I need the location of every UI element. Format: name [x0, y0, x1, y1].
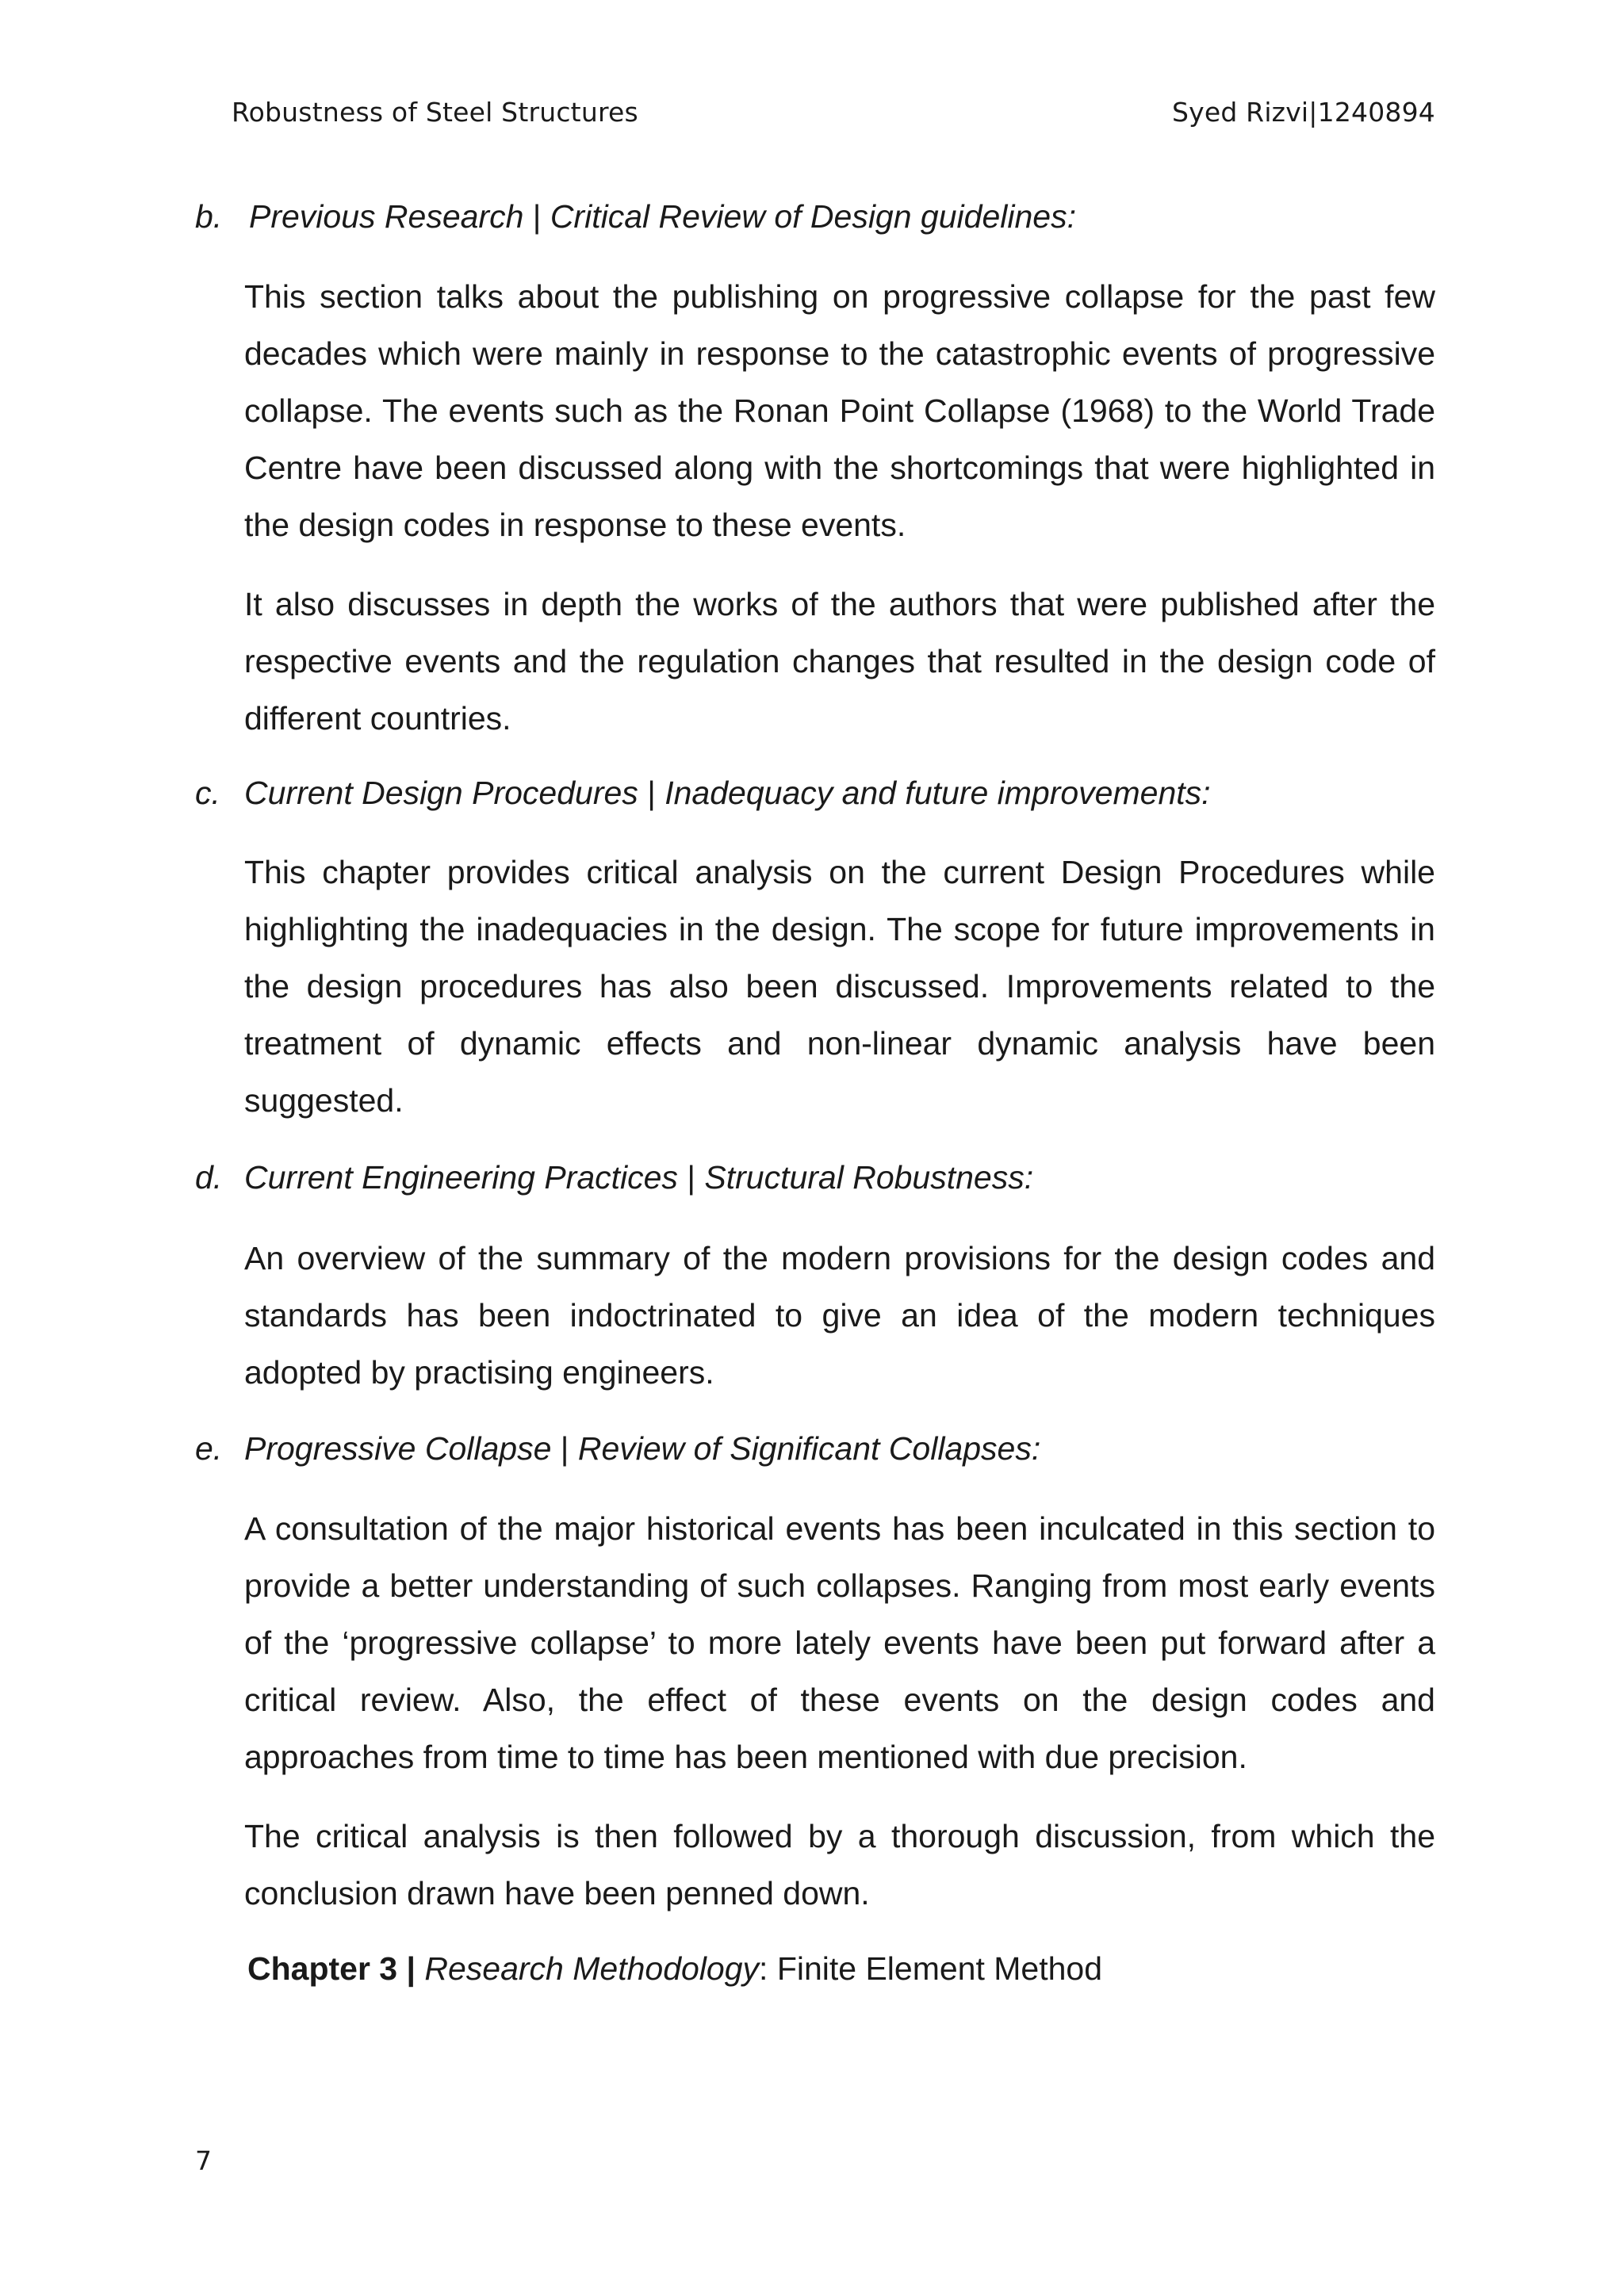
section-title-sub: Inadequacy and future improvements:: [665, 775, 1211, 811]
chapter-heading: [247, 1949, 1102, 1988]
section-title-main: Previous Research: [249, 198, 524, 235]
paragraph: This section talks about the publishing on progressive collapse for the past few decades which were mainly in response to the catastrophic events of progressive collapse. The events such as the Ronan Point Collapse (1968) to the World Trade Centre have been discussed along with the shortcomings that were highlighted in the design codes in response to these events.: [244, 278, 1435, 543]
section-title-separator: |: [638, 775, 665, 811]
section-title-main: Progressive Collapse: [244, 1430, 552, 1467]
header-title: Robustness of Steel Structures: [232, 97, 638, 128]
section-title-separator: |: [677, 1159, 705, 1196]
page-number: 7: [195, 2145, 212, 2176]
paragraph: It also discusses in depth the works of the authors that were published after the respective events and the regulation changes that resulted in the design code of different countries.: [244, 586, 1435, 737]
section-title-sub: Critical Review of Design guidelines:: [550, 198, 1076, 235]
section-title-separator: |: [551, 1430, 578, 1467]
section-marker: b.: [195, 198, 223, 235]
paragraph: A consultation of the major historical events has been inculcated in this section to provide a better understanding of such collapses. Ranging from most early events of the ‘progressive collapse’ to more lately events have been put forward after a critical review. Also, the effect of these events on the design codes and approaches from time to time has been mentioned with due precision.: [244, 1510, 1435, 1775]
chapter-subtitle: Finite Element Method: [768, 1950, 1103, 1987]
section-marker: c.: [195, 775, 220, 811]
section-title-sub: Review of Significant Collapses:: [577, 1430, 1041, 1467]
section-title-main: Current Engineering Practices: [244, 1159, 678, 1196]
section-heading-b: [195, 197, 1076, 236]
section-marker: e.: [195, 1430, 223, 1467]
chapter-colon: :: [759, 1950, 768, 1987]
paragraph: This chapter provides critical analysis on the current Design Procedures while highlighting the inadequacies in the design. The scope for future improvements in the design procedures has also been discussed. Improvements related to the treatment of dynamic effects and non-linear dynamic analysis have been suggested.: [244, 854, 1435, 1119]
running-header: [232, 97, 1435, 136]
section-title-main: Current Design Procedures: [244, 775, 638, 811]
section-marker: d.: [195, 1159, 223, 1196]
paragraph: An overview of the summary of the modern provisions for the design codes and standards has been indoctrinated to give an idea of the modern techniques adopted by practising engineers.: [244, 1240, 1435, 1391]
section-heading-c: [195, 773, 1211, 813]
section-title-separator: |: [523, 198, 550, 235]
header-author: Syed Rizvi|1240894: [1171, 97, 1435, 128]
chapter-title: Research Methodology: [424, 1950, 760, 1987]
chapter-label: Chapter 3 |: [247, 1950, 416, 1987]
section-title-sub: Structural Robustness:: [704, 1159, 1034, 1196]
paragraph: The critical analysis is then followed by a thorough discussion, from which the conclusion drawn have been penned down.: [244, 1818, 1435, 1911]
section-heading-e: [195, 1429, 1040, 1468]
section-heading-d: [195, 1158, 1033, 1197]
